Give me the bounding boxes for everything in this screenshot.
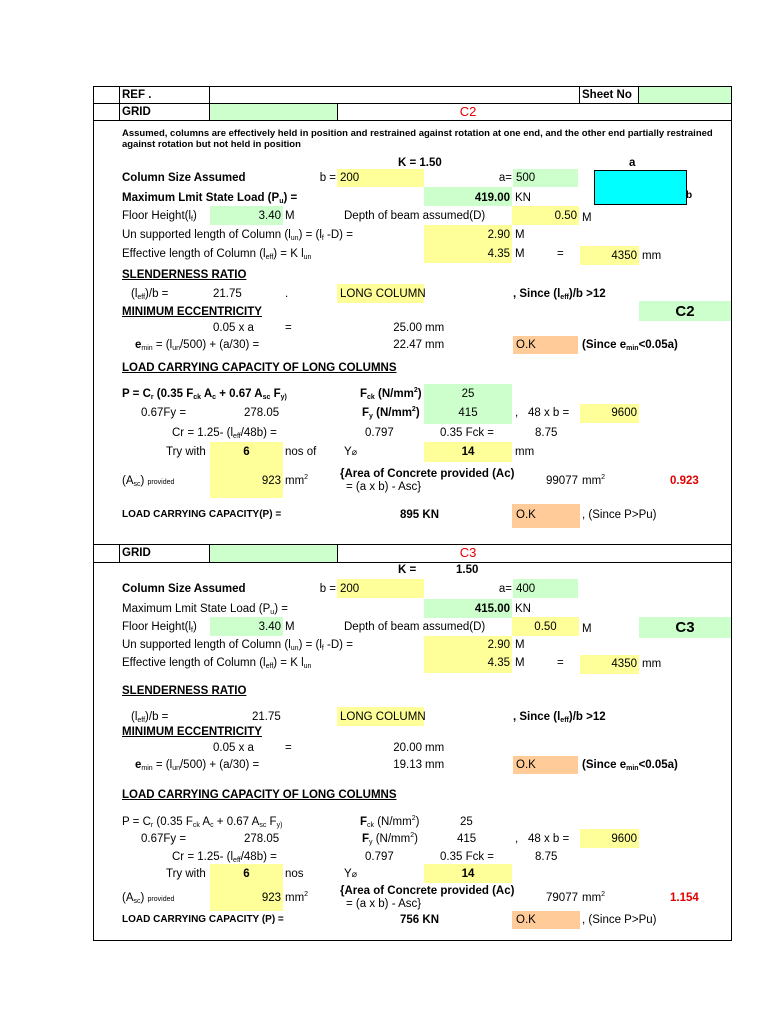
floor-height-label: Floor $Height(l_f)$ [122,210,197,223]
emin-value: 22.47 [393,339,422,351]
cr-value-2: 0.797 [365,851,394,863]
grid-label: GRID [122,106,151,118]
ac-unit: $mm^2$ [582,474,606,487]
capacity-ratio-2: 1.154 [670,892,699,904]
since-emin-2: (Since $e_{min}<0.05a$) [582,759,678,772]
grid-tag: C2 [675,303,695,320]
emin-label-2: $e_{min} = (l_{un}/500) + (a/30)$ = [135,759,260,772]
emin-value-2: 19.13 [393,759,422,771]
cr-value: 0.797 [365,427,394,439]
since-ratio-2: , Since $(l_{eff})/b >12$ [513,711,606,724]
ac-value-2: 79077 [546,892,578,904]
area-note-1-2: {Area of Concrete provided (Ac) [340,885,515,897]
diagram-b-label: b [686,190,693,201]
asc-unit: $mm^2$ [285,474,309,487]
ratio-label-2: $(l_{eff})/b$ = [131,711,169,724]
min-ecc-heading: MINIMUM ECCENTRICITY [122,306,262,318]
floor-height-value-2: 3.40 [258,621,281,633]
max-load-value: 419.00 [474,192,510,204]
asc-label: $(A_{sc})$ provided [122,475,175,488]
area-note-1: {Area of Concrete provided (Ac) [340,468,515,480]
bar-symbol-2: Y⌀ [344,868,358,880]
capacity-result-2: 756 KN [400,914,440,926]
ref-label: REF . [122,89,152,101]
fy-label: $F_y$ $(N/mm^2)$ [362,406,420,420]
since-ppu-2: , (Since P>Pu) [582,914,657,926]
48xb-value: 9600 [611,407,637,419]
unsupported-length-label: Un supported length of Column $(l_{un}) = (l_f$ -D) = [122,229,353,242]
bars-count-2: 6 [243,868,250,880]
ecc-check-2: O.K [516,759,536,771]
sheet-no-label: Sheet No [582,89,632,101]
p-formula-2: $P = C_r$ (0.35 $F_{ck}$ $A_c + 0.67$ $A_{sc}$ $F_{y)}$ [122,816,283,829]
bar-symbol: Y⌀ [344,446,358,458]
floor-height-label-2: Floor $Height(l_f)$ [122,621,197,634]
grid-tag-2: C3 [675,619,695,636]
capacity-result: 895 KN [400,509,440,521]
depth-beam-value-2: 0.50 [534,621,557,633]
leff-value: 4.35 [487,248,510,260]
grid-value: C2 [459,104,477,119]
slenderness-heading: SLENDERNESS RATIO [122,269,247,281]
fck035-value-2: 8.75 [535,851,558,863]
bar-dia-2: 14 [461,868,475,880]
depth-beam-value: 0.50 [554,210,577,222]
fck-value: 25 [461,388,475,400]
fck-value-2: 25 [460,816,473,828]
k-value-2: 1.50 [456,564,479,576]
fy-value-2: 415 [457,833,477,845]
leff-mm-value-2: 4350 [611,658,637,670]
ratio-label: $(l_{eff})/b$ = [131,288,169,301]
load-cap-heading: LOAD CARRYING CAPACITY OF LONG COLUMNS [122,362,397,374]
depth-beam-label: Depth of beam assumed(D) [344,210,486,222]
fy-067-value-2: 278.05 [244,833,280,845]
floor-height-value: 3.40 [258,210,281,222]
capacity-ratio: 0.923 [670,475,699,487]
cr-label-2: Cr = 1.25- $(l_{eff}/48b)$ = [172,851,277,864]
cr-label: Cr = 1.25- $(l_{eff}/48b)$ = [172,427,277,440]
area-note-2-2: = (a x b) - Asc} [346,898,422,910]
column-type-2: LONG COLUMN [340,711,426,723]
capacity-label: LOAD CARRYING CAPACITY(P) = [122,509,282,520]
capacity-check: O.K [516,509,536,521]
ac-value: 99077 [546,475,578,487]
bar-dia: 14 [461,446,475,458]
column-section-diagram [594,170,687,205]
max-load-label-2: Maximum Lmit State Load $(P_u)$ = [122,603,288,616]
a-value-2: 400 [516,583,536,595]
emin-label: $e_{min} = (l_{un}/500) + (a/30)$ = [135,339,260,352]
sheet-no-input[interactable] [639,87,731,103]
since-emin: (Since $e_{min}<0.05a$) [582,339,678,352]
grid-label-2: GRID [122,547,151,559]
lun-value-2: 2.90 [487,639,510,651]
asc-value-2: 923 [261,892,281,904]
fy-label-2: $F_y$ $(N/mm^2)$ [362,832,418,846]
since-ratio: , Since $(l_{eff})/b >12$ [513,288,606,301]
ecc-a-value: 25.00 [393,322,422,334]
diagram-a-label: a [629,157,636,169]
ratio-value: 21.75 [213,288,242,300]
ratio-value-2: 21.75 [252,711,281,723]
effective-length-label: Effective length of Column $(l_{eff}) = K$ $l_{un}$ [122,248,312,261]
bars-count: 6 [243,446,250,458]
load-cap-heading-2: LOAD CARRYING CAPACITY OF LONG COLUMNS [122,789,397,801]
slenderness-heading-2: SLENDERNESS RATIO [122,685,247,697]
a-value: 500 [516,172,536,184]
area-note-2: = (a x b) - Asc} [346,481,422,493]
capacity-label-2: LOAD CARRYING CAPACITY (P) = [122,914,284,925]
ecc-a-value-2: 20.00 [393,742,422,754]
fck-label-2: $F_{ck}$ $(N/mm^2)$ [360,815,420,829]
fck035-value: 8.75 [535,427,558,439]
48xb-value-2: 9600 [611,833,637,845]
k-factor: K = 1.50 [398,157,442,169]
column-type: LONG COLUMN [340,288,426,300]
ecc-check: O.K [516,339,536,351]
asc-value: 923 [261,475,281,487]
asc-label-2: $(A_{sc})$ provided [122,892,175,905]
assumption-note: Assumed, columns are effectively held in position and restrained against rotation at one end, and the other end partially restrained against rotation but not held in position [122,128,713,150]
p-formula: $P = C_r$ (0.35 $F_{ck}$ $A_c + 0.67$ $A_{sc}$ $F_{y)}$ [122,388,287,401]
grid-value-2: C3 [459,545,477,560]
grid-input-2[interactable] [210,545,337,562]
capacity-check-2: O.K [516,914,536,926]
column-size-label-2: Column Size Assumed [122,583,246,595]
max-load-value-2: 415.00 [474,603,510,615]
fy-value: 415 [458,407,478,419]
b-value: 200 [340,172,360,184]
unsupported-length-label-2: Un supported length of Column $(l_{un}) = (l_f$ -D) = [122,639,353,652]
since-ppu: , (Since P>Pu) [582,509,657,521]
fck-label: $F_{ck}$ $(N/mm^2)$ [360,387,422,401]
column-size-label: Column Size Assumed [122,172,246,184]
ac-unit-2: $mm^2$ [582,891,606,904]
depth-beam-label-2: Depth of beam assumed(D) [344,621,486,633]
fy-067-value: 278.05 [244,407,280,419]
b-value-2: 200 [340,583,360,595]
leff-value-2: 4.35 [487,657,510,669]
asc-unit-2: $mm^2$ [285,891,309,904]
max-load-label: Maximum Lmit State Load $(P_u)$ = [122,192,298,205]
grid-input[interactable] [210,104,337,120]
min-ecc-heading-2: MINIMUM ECCENTRICITY [122,726,262,738]
leff-mm-value: 4350 [611,250,637,262]
effective-length-label-2: Effective length of Column $(l_{eff}) = K$ $l_{un}$ [122,657,312,670]
lun-value: 2.90 [487,229,510,241]
k-factor-2: K = [398,564,417,576]
